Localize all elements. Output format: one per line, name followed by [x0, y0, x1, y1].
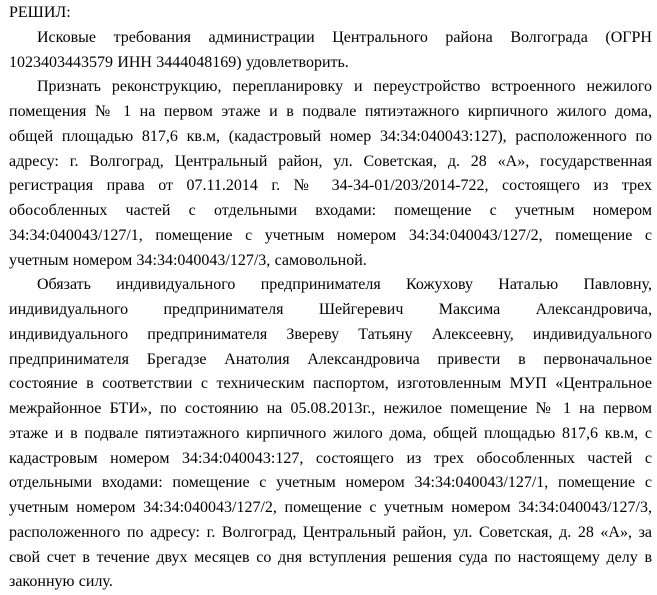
text-line: 34:34:040043/127/1, помещение с учетным номером 34:34:040043/127/2, помещение с: [9, 226, 652, 244]
text-line: отдельными входами: помещение с учетным номером 34:34:040043/127/1, помещение с: [9, 474, 652, 492]
paragraph-claims-granted: [9, 26, 652, 76]
text-line: помещения № 1 на первом этаже и в подвале пятиэтажного кирпичного жилого дома,: [9, 103, 652, 120]
text-line: учетным номером 34:34:040043/127/3, самовольной.: [9, 251, 367, 269]
text-line: этаже и в подвале пятиэтажного кирпичного жилого дома, общей площадью 817,6 кв.м, с: [9, 424, 652, 442]
text-line: Обязать индивидуального предпринимателя Кожухову Наталью Павловну,: [37, 276, 652, 294]
text-line: 1023403443579 ИНН 3444048169) удовлетворить.: [9, 53, 349, 71]
text-line: адресу: г. Волгоград, Центральный район, ул. Советская, д. 28 «А», государственная: [9, 152, 652, 170]
text-line: регистрация права от 07.11.2014 г. № 34-34-01/203/2014-722, состоящего из трех: [9, 177, 652, 195]
text-line: Признать реконструкцию, перепланировку и переустройство встроенного нежилого: [37, 78, 652, 96]
text-line: предпринимателя Брегадзе Анатолия Александровича привести в первоначальное: [9, 350, 652, 368]
text-line: расположенного по адресу: г. Волгоград, Центральный район, ул. Советская, д. 28 «А», за: [9, 523, 652, 541]
text-line: индивидуального предпринимателя Шейгеревич Максима Александровича,: [9, 301, 652, 318]
text-line: индивидуального предпринимателя Звереву Татьяну Алексеевну, индивидуального: [9, 325, 652, 343]
text-line: кадастровым номером 34:34:040043:127, состоящего из трех обособленных частей с: [9, 449, 652, 467]
text-line: учетным номером 34:34:040043/127/2, помещение с учетным номером 34:34:040043/127/3,: [9, 499, 652, 516]
text-line: общей площадью 817,6 кв.м, (кадастровый номер 34:34:040043:127), расположенного по: [9, 127, 652, 145]
decision-heading: РЕШИЛ:: [9, 4, 71, 21]
text-line: обособленных частей с отдельными входами: помещение с учетным номером: [9, 202, 652, 219]
text-line: свой счет в течение двух месяцев со дня вступления решения суда по настоящему делу в: [9, 548, 652, 566]
text-line: межрайонное БТИ», по состоянию на 05.08.2013г., нежилое помещение № 1 на первом: [9, 400, 652, 417]
text-line: состояние в соответствии с техническим паспортом, изготовленным МУП «Центральное: [9, 375, 652, 393]
text-line: законную силу.: [9, 573, 113, 591]
paragraph-obligate-restore: [9, 273, 652, 595]
paragraph-recognize-unauthorized: [9, 75, 652, 273]
text-line: Исковые требования администрации Центрального района Волгограда (ОГРН: [37, 28, 652, 46]
